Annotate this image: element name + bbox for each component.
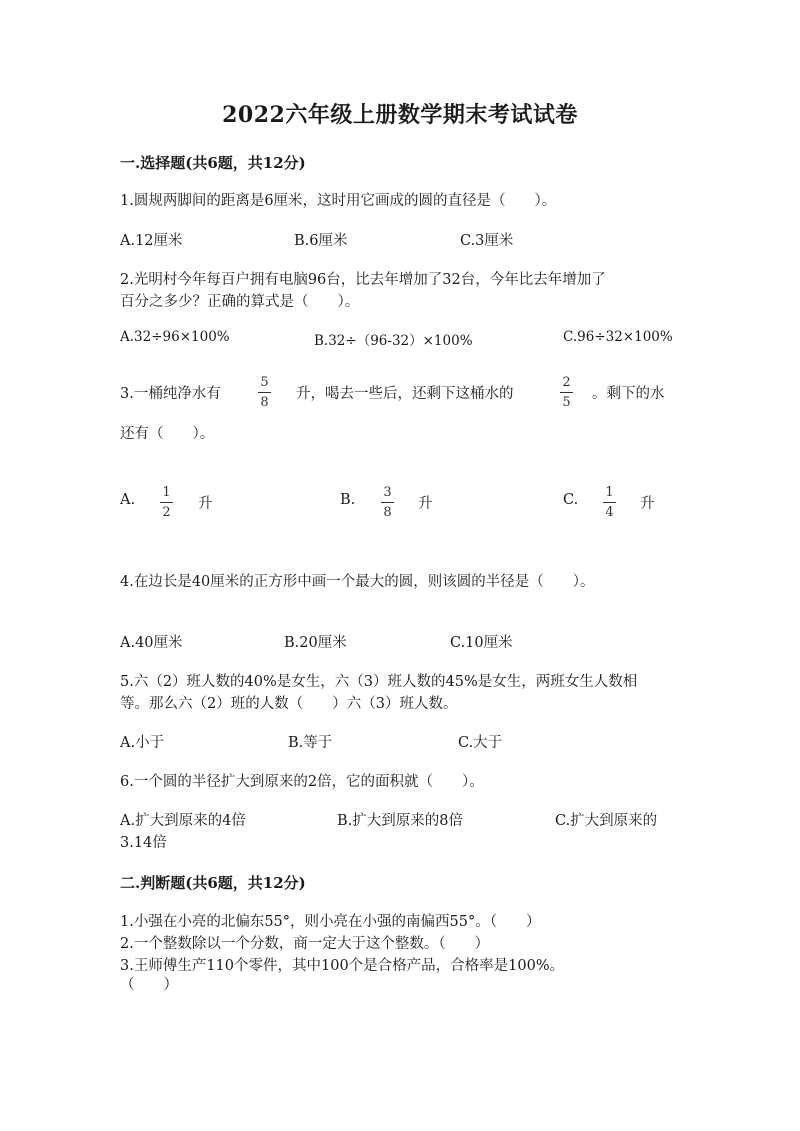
judge-q3-blank: （ ）: [120, 977, 178, 993]
q6-option-c-continued: 3.14倍: [120, 835, 167, 851]
q6-option-b: B.扩大到原来的8倍: [337, 813, 463, 829]
fraction-denominator: 4: [605, 505, 614, 520]
q3-option-a-fraction: [160, 486, 173, 519]
q3-stem-line2: 还有（ ）。: [120, 426, 215, 442]
q5-option-b: B.等于: [288, 735, 333, 751]
q6-stem: 6.一个圆的半径扩大到原来的2倍，它的面积就（ ）。: [120, 774, 484, 790]
q4-option-b: B.20厘米: [284, 635, 347, 651]
section1-heading: 一.选择题(共6题，共12分): [120, 154, 306, 172]
fraction-bar: [603, 502, 616, 503]
q3-option-c-fraction: [603, 486, 616, 519]
judge-q1: 1.小强在小亮的北偏东55°，则小亮在小强的南偏西55°。（ ）: [120, 914, 541, 930]
q5-option-c: C.大于: [458, 735, 503, 751]
fraction-numerator: 1: [605, 485, 614, 500]
q3-stem-part3: 。剩下的水: [592, 386, 665, 402]
q3-option-b-unit: 升: [418, 496, 433, 512]
fraction-denominator: 8: [383, 505, 392, 520]
section2-heading: 二.判断题(共6题，共12分): [120, 874, 306, 892]
q4-option-c: C.10厘米: [450, 635, 513, 651]
fraction-numerator: 3: [383, 485, 392, 500]
fraction-bar: [258, 392, 271, 393]
q1-option-b: B.6厘米: [294, 233, 348, 249]
q3-option-c-label: C.: [563, 492, 579, 508]
fraction-numerator: 5: [260, 375, 269, 390]
fraction-denominator: 2: [162, 505, 171, 520]
judge-q3: 3.王师傅生产110个零件，其中100个是合格产品，合格率是100%。: [120, 958, 565, 974]
q3-option-a-unit: 升: [198, 496, 213, 512]
judge-q2: 2.一个整数除以一个分数，商一定大于这个整数。（ ）: [120, 936, 490, 952]
fraction-bar: [560, 392, 573, 393]
q2-option-b: B.32÷（96-32）×100%: [314, 333, 473, 349]
fraction-denominator: 8: [260, 395, 269, 410]
q4-stem: 4.在边长是40厘米的正方形中画一个最大的圆，则该圆的半径是（ ）。: [120, 574, 595, 590]
q5-option-a: A.小于: [120, 735, 165, 751]
q2-stem-line2: 百分之多少？正确的算式是（ ）。: [120, 294, 360, 310]
fraction-numerator: 1: [162, 485, 171, 500]
fraction-bar: [381, 502, 394, 503]
fraction-denominator: 5: [562, 395, 571, 410]
q6-option-a: A.扩大到原来的4倍: [120, 813, 246, 829]
q2-stem-line1: 2.光明村今年每百户拥有电脑96台，比去年增加了32台，今年比去年增加了: [120, 272, 606, 288]
q3-option-c-unit: 升: [640, 496, 655, 512]
q1-option-c: C.3厘米: [460, 233, 514, 249]
q2-option-a: A.32÷96×100%: [120, 329, 230, 345]
q3-fraction-2-5: [560, 376, 573, 409]
q5-stem-line2: 等。那么六（2）班的人数（ ）六（3）班人数。: [120, 696, 458, 712]
page-title: 2022六年级上册数学期末考试试卷: [222, 102, 578, 128]
q4-option-a: A.40厘米: [120, 635, 183, 651]
q3-stem-part2: 升，喝去一些后，还剩下这桶水的: [296, 386, 514, 402]
q5-stem-line1: 5.六（2）班人数的40%是女生，六（3）班人数的45%是女生，两班女生人数相: [120, 674, 638, 690]
q6-option-c: C.扩大到原来的: [555, 813, 658, 829]
q1-stem: 1.圆规两脚间的距离是6厘米，这时用它画成的圆的直径是（ ）。: [120, 193, 557, 209]
q3-option-a-label: A.: [120, 492, 136, 508]
q1-option-a: A.12厘米: [120, 233, 183, 249]
q3-stem-part1: 3.一桶纯净水有: [120, 386, 221, 402]
q3-option-b-label: B.: [340, 492, 356, 508]
q2-option-c: C.96÷32×100%: [563, 329, 673, 345]
q3-fraction-5-8: [258, 376, 271, 409]
fraction-numerator: 2: [562, 375, 571, 390]
fraction-bar: [160, 502, 173, 503]
q3-option-b-fraction: [381, 486, 394, 519]
